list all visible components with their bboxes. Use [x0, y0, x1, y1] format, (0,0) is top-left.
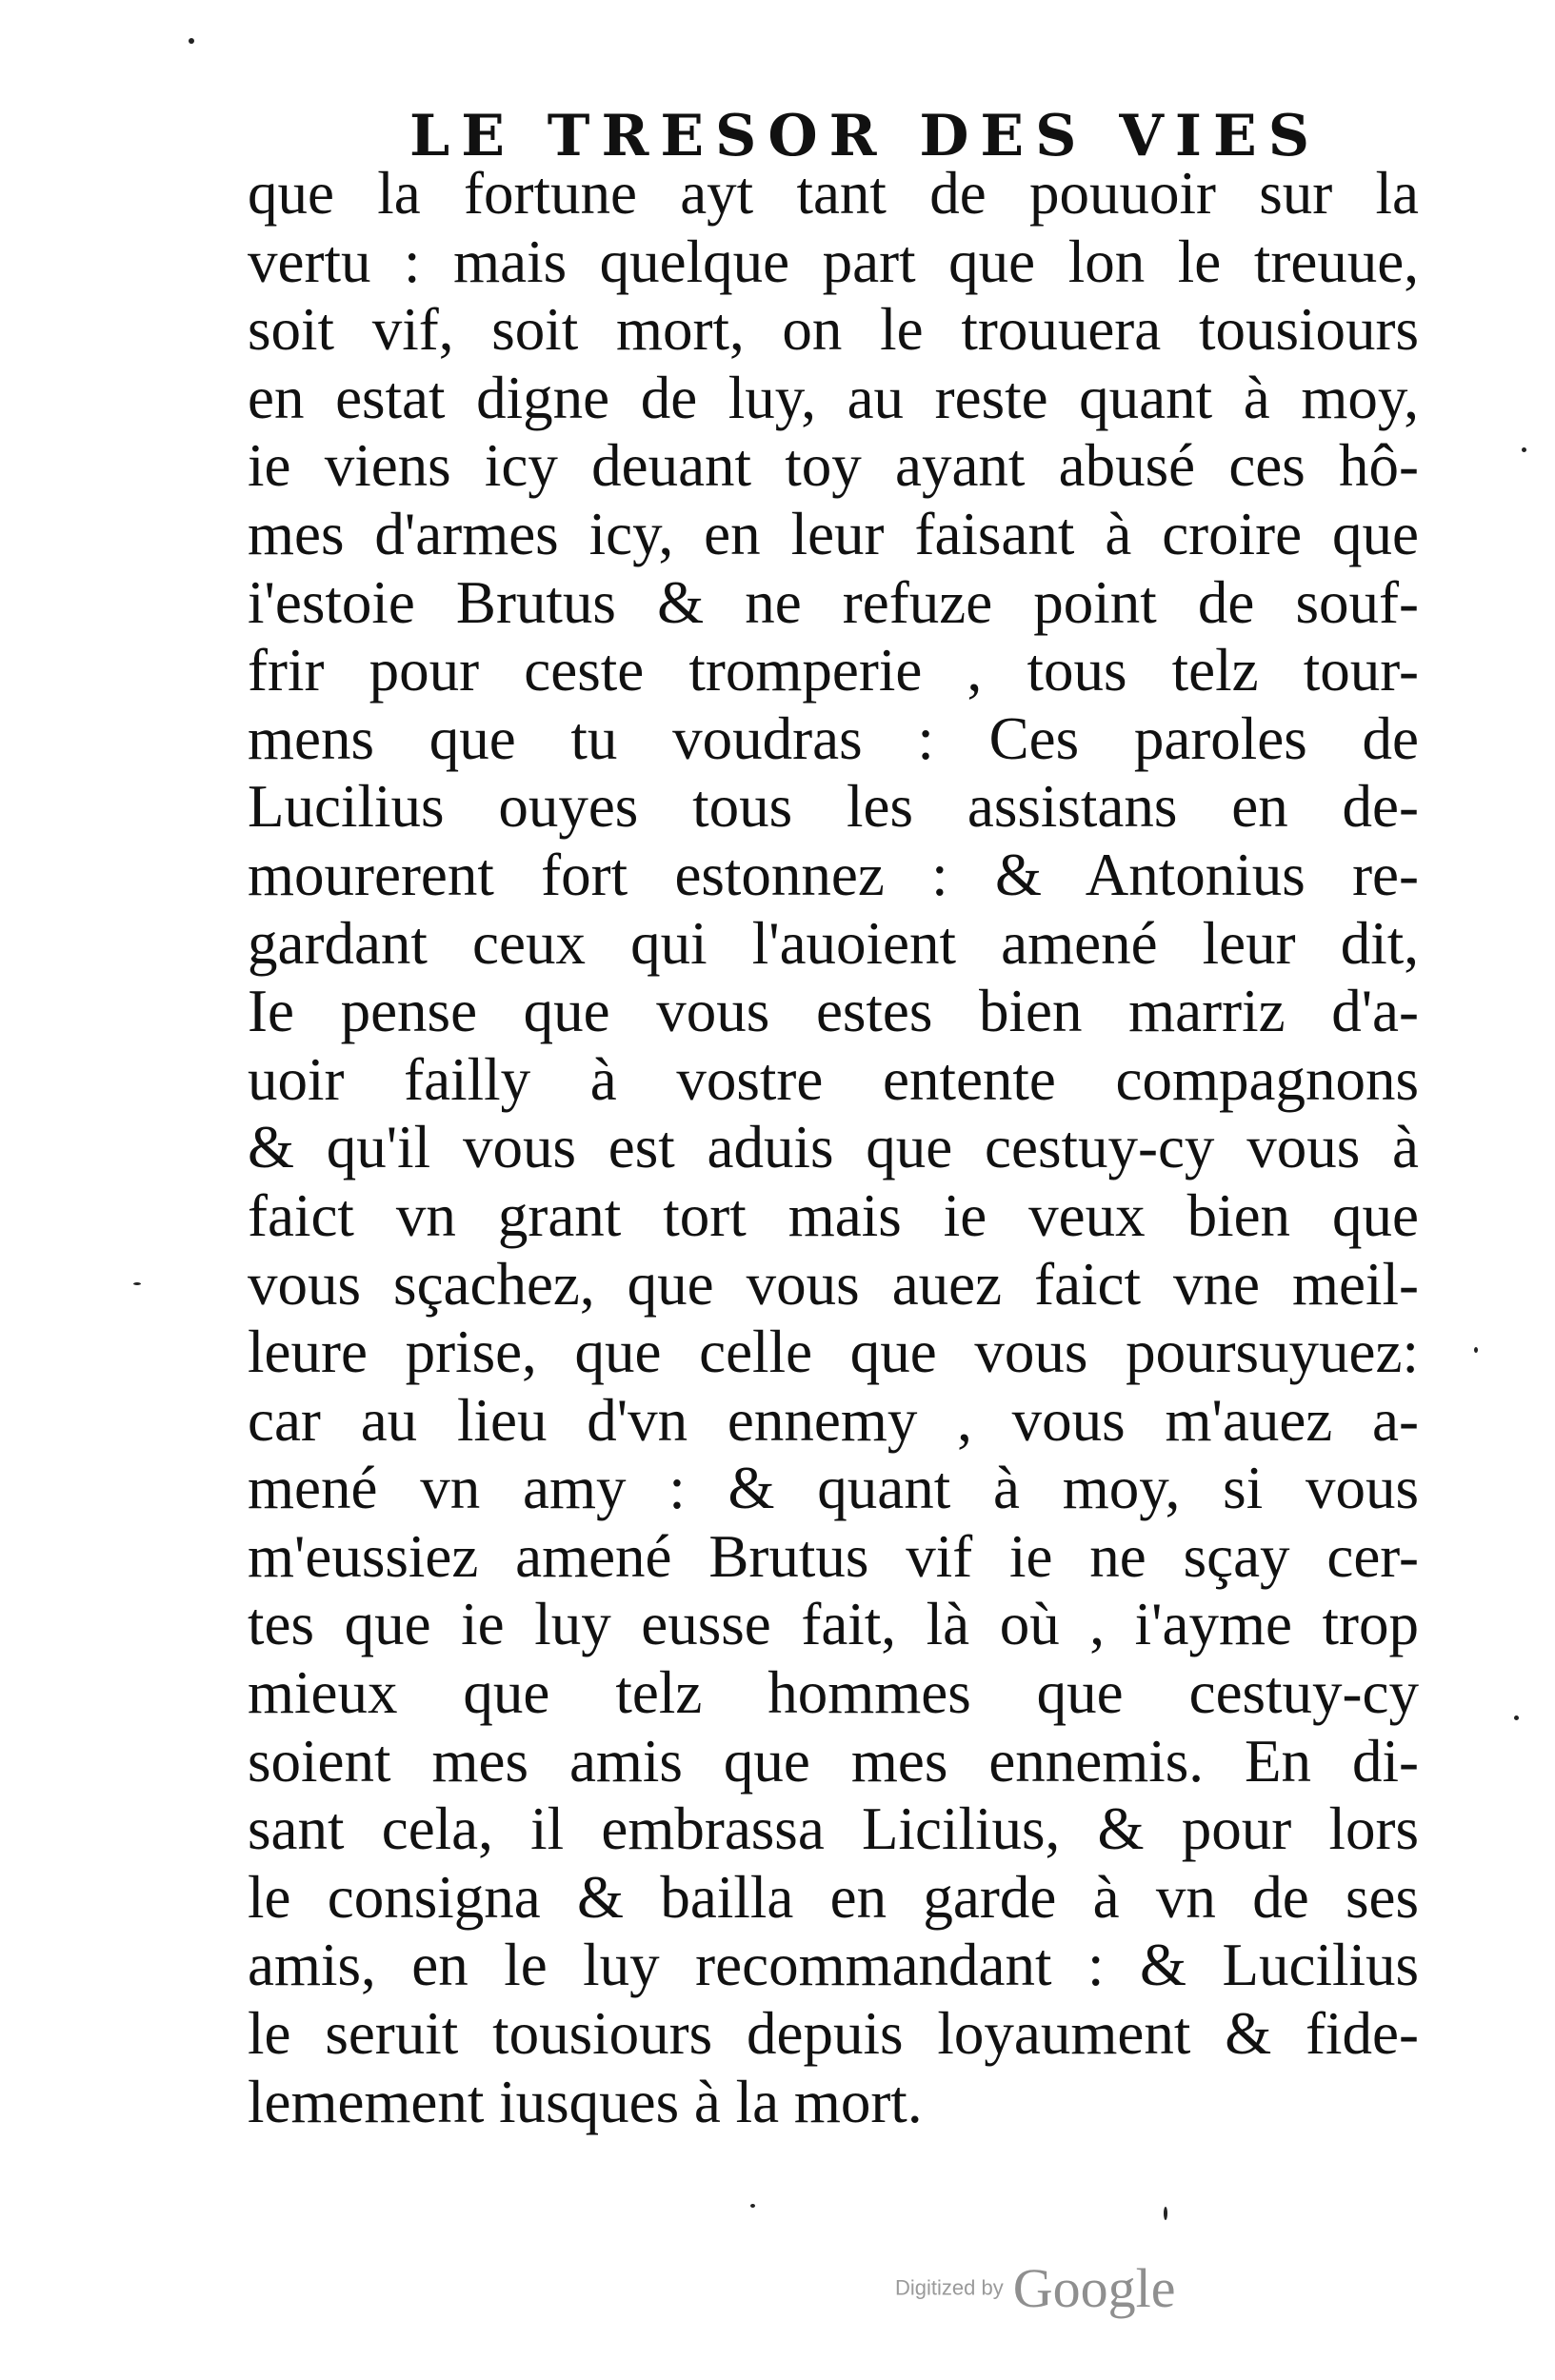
text-line: & qu'il vous est aduis que cestuy-cy vous à [248, 1114, 1419, 1181]
text-line: mené vn amy : & quant à moy, si vous [248, 1455, 1419, 1522]
text-line: frir pour ceste tromperie , tous telz tour- [248, 637, 1419, 704]
text-line: mens que tu voudras : Ces paroles de [248, 704, 1419, 772]
text-line: leure prise, que celle que vous poursuyuez: [248, 1319, 1419, 1386]
scan-speck [1522, 447, 1526, 452]
text-line: m'eussiez amené Brutus vif ie ne sçay cer- [248, 1522, 1419, 1590]
text-line: i'estoie Brutus & ne refuze point de souf- [248, 568, 1419, 636]
text-line: que la fortune ayt tant de pouuoir sur la [248, 160, 1419, 227]
text-line: mieux que telz hommes que cestuy-cy [248, 1659, 1419, 1727]
text-line: le seruit tousiours depuis loyaument & fide- [248, 2000, 1419, 2068]
watermark-prefix: Digitized by [895, 2275, 1004, 2300]
text-line: uoir failly à vostre entente compagnons [248, 1045, 1419, 1113]
text-line: Ie pense que vous estes bien marriz d'a- [248, 978, 1419, 1045]
text-line: soient mes amis que mes ennemis. En di- [248, 1727, 1419, 1795]
scan-speck [133, 1282, 141, 1285]
scan-speck [750, 2204, 755, 2208]
text-line-last: lemement iusques à la mort. [248, 2068, 923, 2135]
scan-speck [1474, 1347, 1478, 1353]
text-line: le consigna & bailla en garde à vn de ses [248, 1863, 1419, 1931]
scan-speck [189, 38, 194, 44]
text-line: en estat digne de luy, au reste quant à moy, [248, 364, 1419, 431]
text-line: amis, en le luy recommandant : & Lucilius [248, 1932, 1419, 1999]
text-line: sant cela, il embrassa Licilius, & pour lors [248, 1795, 1419, 1863]
text-line: tes que ie luy eusse fait, là où , i'ayme trop [248, 1591, 1419, 1658]
text-line: mourerent fort estonnez : & Antonius re- [248, 841, 1419, 908]
text-line: Lucilius ouyes tous les assistans en de- [248, 773, 1419, 841]
text-line: mes d'armes icy, en leur faisant à croire que [248, 500, 1419, 567]
text-line: car au lieu d'vn ennemy , vous m'auez a- [248, 1386, 1419, 1454]
text-line: soit vif, soit mort, on le trouuera tousiours [248, 296, 1419, 364]
digitized-watermark [895, 2256, 1175, 2320]
text-line: vous sçachez, que vous auez faict vne meil- [248, 1250, 1419, 1318]
text-line: vertu : mais quelque part que lon le treuue, [248, 228, 1419, 295]
scan-speck [1164, 2207, 1167, 2220]
running-head: LE TRESOR DES VIES [409, 103, 1322, 169]
body-text [248, 160, 1419, 2136]
google-logo: Google [1012, 2257, 1176, 2319]
text-line: ie viens icy deuant toy ayant abusé ces hô- [248, 432, 1419, 500]
text-line: gardant ceux qui l'auoient amené leur dit, [248, 909, 1419, 977]
scan-speck [1514, 1716, 1519, 1720]
text-line: faict vn grant tort mais ie veux bien que [248, 1181, 1419, 1249]
